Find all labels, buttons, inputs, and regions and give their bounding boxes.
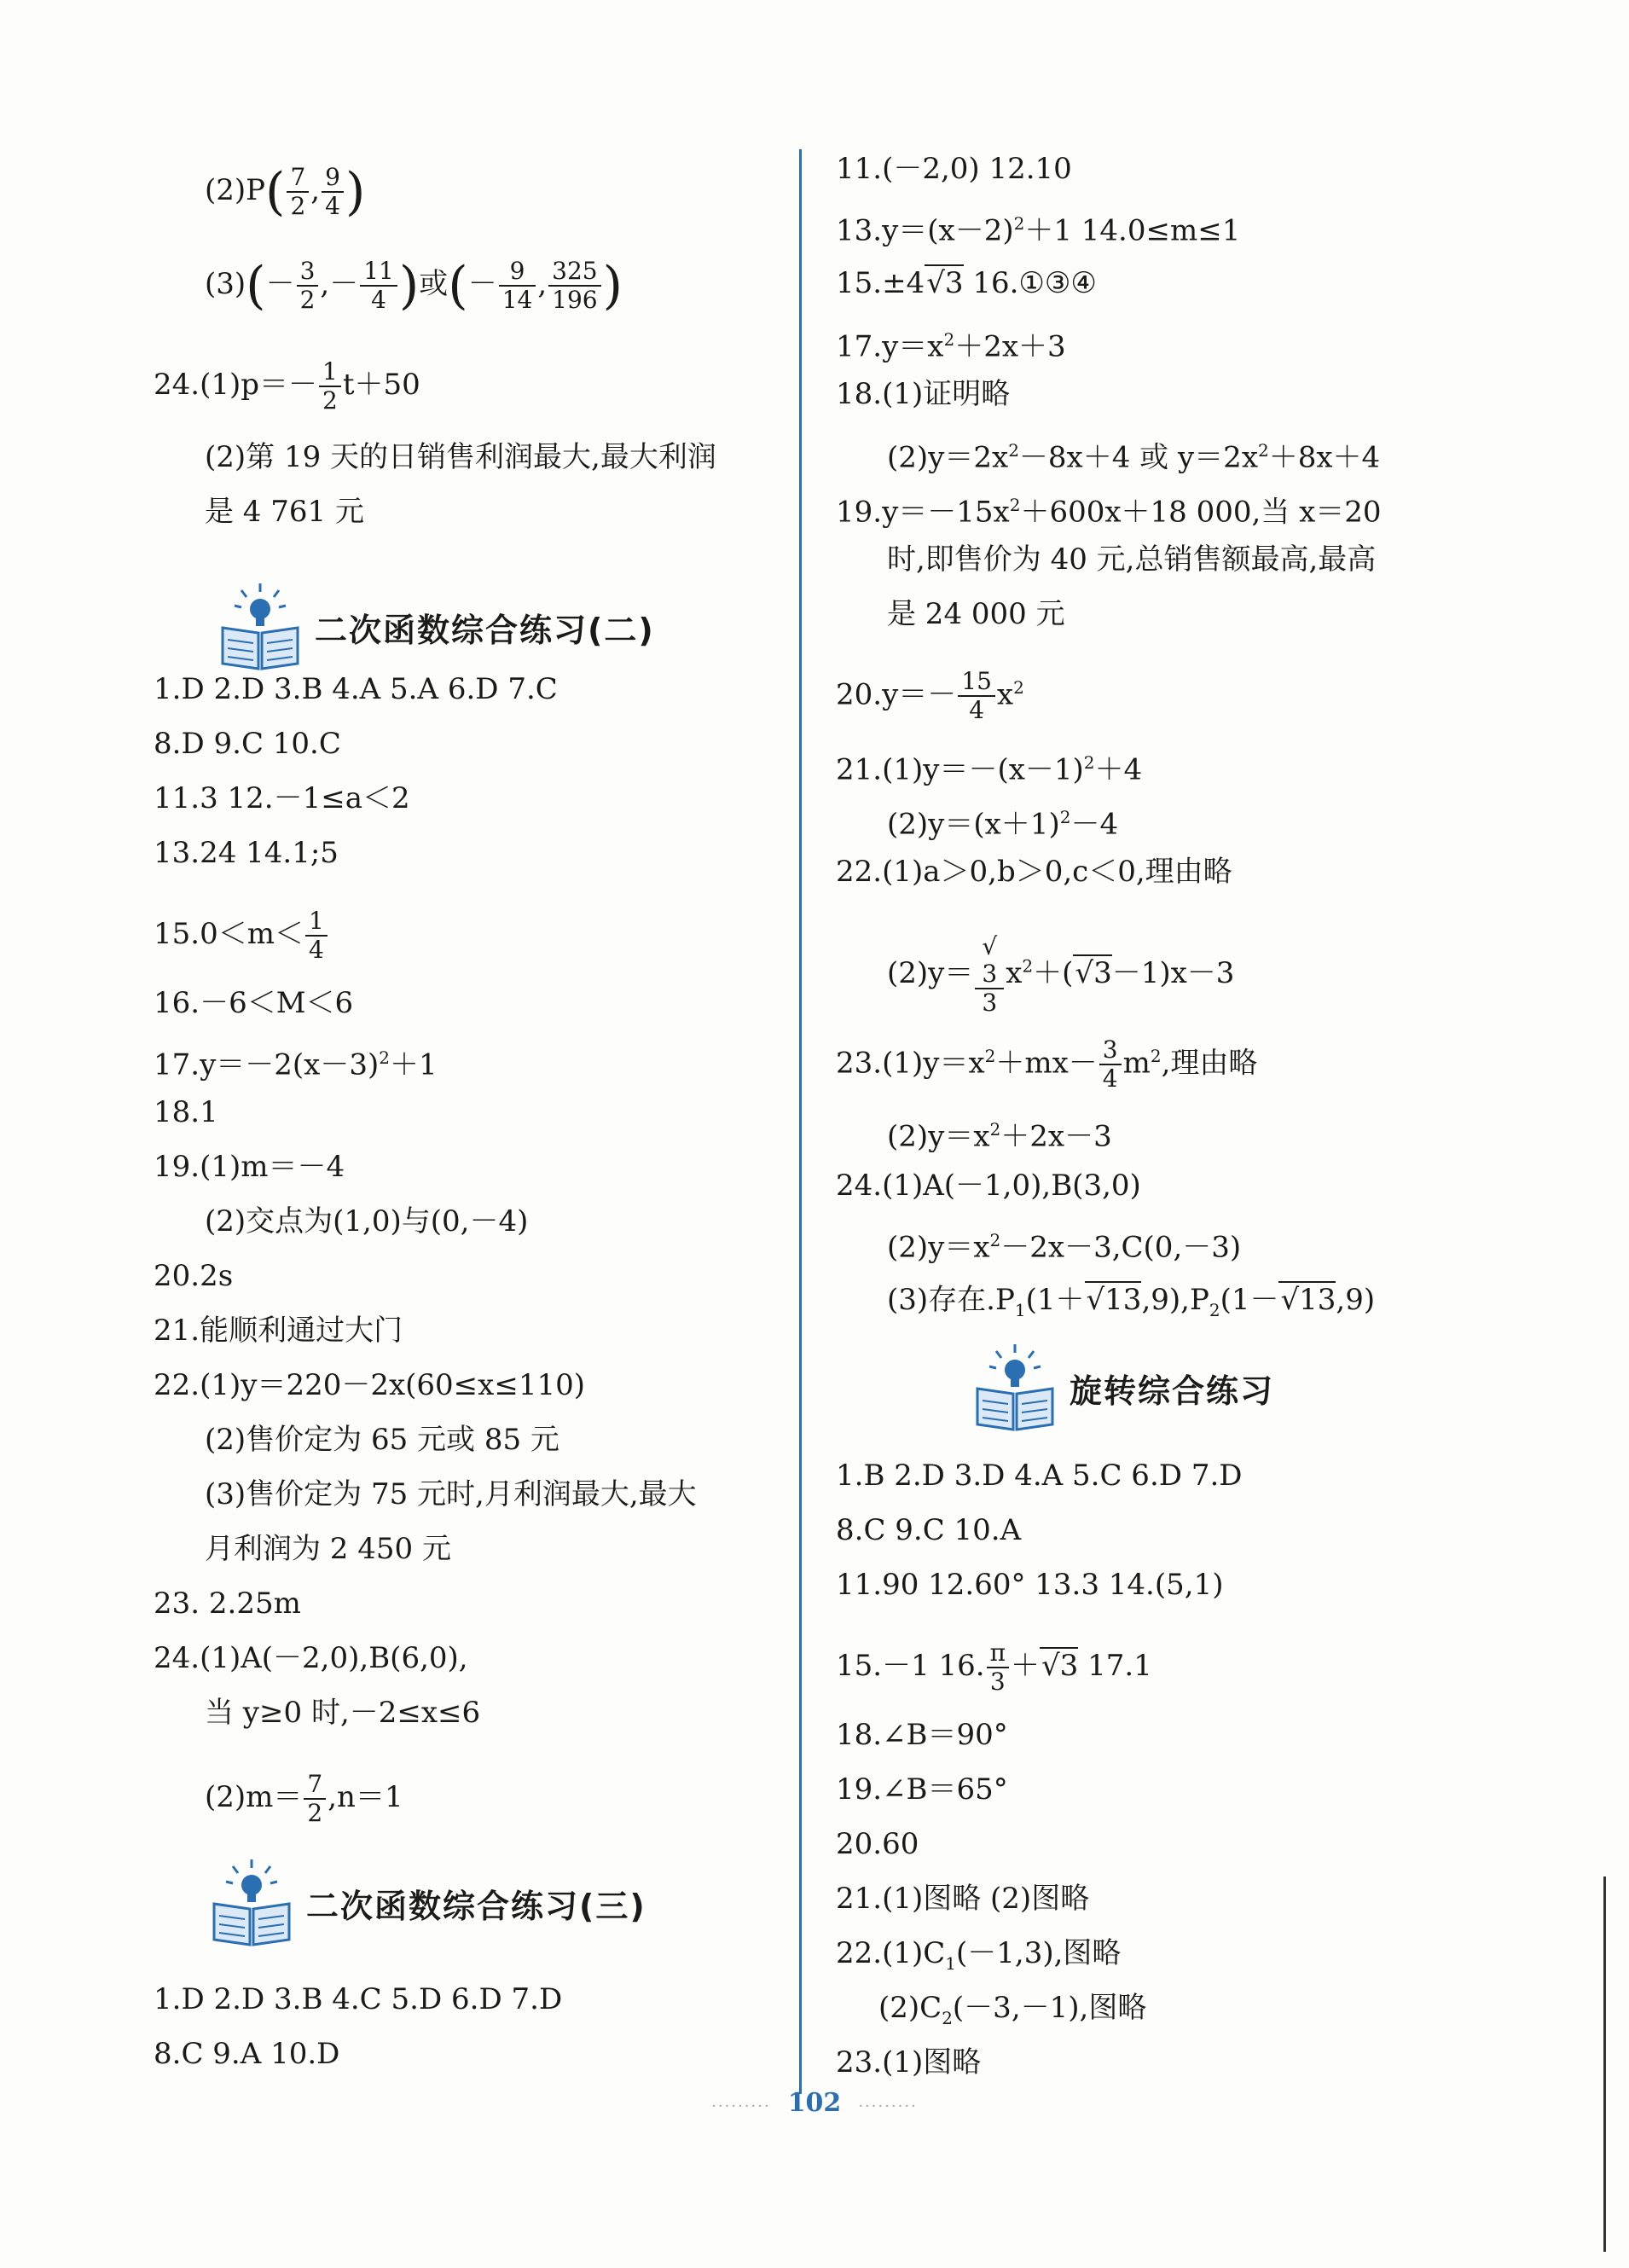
- answer-line: $23.(1)y=x^2+mx-$ $\frac{3}{4}$ $m^2$,理由略: [836, 1035, 1258, 1093]
- sqrt: √3: [1075, 956, 1112, 990]
- fraction: $\frac{\pi}{3}$: [987, 1639, 1009, 1696]
- answer-line: (2)第 19 天的日销售利润最大,最大利润: [205, 440, 716, 474]
- answer-line: 13.24 14.1;5: [154, 836, 339, 870]
- fraction: $\frac{9}{14}$: [499, 258, 536, 314]
- answer-line: (2)m＝ $\frac{7}{2}$ ,n＝1: [205, 1770, 403, 1827]
- page-number: ········· 102 ·········: [711, 2088, 918, 2118]
- answer-line: 16.－6＜M＜6: [154, 986, 354, 1020]
- answer-line: 11.(－2,0) 12.10: [836, 152, 1072, 186]
- answer-line: (2)P( $\frac{7}{2}$ , $\frac{9}{4}$ ): [205, 162, 366, 222]
- answer-line: 19.(1)m＝－4: [154, 1150, 345, 1184]
- fraction: $\frac{7}{2}$: [287, 164, 309, 220]
- answer-line: 20.2s: [154, 1259, 234, 1293]
- answer-line: (2)交点为(1,0)与(0,－4): [205, 1204, 529, 1238]
- answer-line: 11.3 12.－1≤a＜2: [154, 781, 410, 815]
- section-title: 旋转综合练习: [1070, 1372, 1275, 1410]
- answer-line: 18.(1)证明略: [836, 377, 1011, 411]
- answer-line: 1.B 2.D 3.D 4.A 5.C 6.D 7.D: [836, 1459, 1243, 1493]
- answer-line: 23. 2.25m: [154, 1586, 301, 1621]
- book-lightbulb-icon: [209, 1856, 294, 1950]
- book-lightbulb-icon: [217, 580, 303, 674]
- section-heading: [972, 1341, 1274, 1435]
- fraction: $\frac{1}{2}$: [319, 358, 341, 415]
- answer-line: (2)y＝ √ 3 3 $x^2+(√3-1)x-3$: [887, 932, 1235, 1017]
- fraction: $\frac{3}{2}$: [297, 258, 319, 314]
- answer-line: $22.(1)C_1(-1,3)$,图略: [836, 1936, 1122, 1974]
- answer-line: 当 y≥0 时,－2≤x≤6: [205, 1696, 481, 1730]
- answer-line: (2)售价定为 65 元或 85 元: [205, 1423, 559, 1457]
- sqrt: √3: [926, 266, 964, 300]
- answer-line: $(2)y=(x+1)^2-4$: [887, 807, 1119, 842]
- fraction: √ 3 3: [975, 933, 1004, 1017]
- answer-line: 15.0＜m＜ $\frac{1}{4}$: [154, 908, 329, 964]
- answer-line: 是 24 000 元: [887, 597, 1065, 631]
- answer-line: 24.(1)A(－1,0),B(3,0): [836, 1169, 1141, 1203]
- answer-line: (3)存在$.P_1(1+√13,9),P_2(1-√13,9)$: [887, 1283, 1376, 1320]
- answer-line: $21.(1)y=-(x-1)^2+4$: [836, 752, 1143, 787]
- answer-line: $(2)y=x^2+2x-3$: [887, 1119, 1112, 1154]
- section-title: 二次函数综合练习(二): [315, 611, 655, 649]
- answer-line: $(2)y=x^2-2x-3,C(0,-3)$: [887, 1230, 1242, 1265]
- answer-line: 18.1: [154, 1095, 218, 1129]
- answer-line: 15.±4√3 16.①③④: [836, 266, 1097, 300]
- answer-line: $17.y=-2(x-3)^2+1$: [154, 1047, 438, 1082]
- fraction: $\frac{1}{4}$: [305, 908, 328, 964]
- sqrt: √13: [1280, 1283, 1336, 1317]
- answer-line: 21.能顺利通过大门: [154, 1314, 403, 1348]
- answer-line: 15.－1 16. $\frac{\pi}{3}$ ＋√3 17.1: [836, 1639, 1152, 1696]
- answer-line: 20.60: [836, 1827, 919, 1861]
- answer-line: 8.D 9.C 10.C: [154, 727, 341, 761]
- answer-line: 24.(1)p＝－ $\frac{1}{2}$ t＋50: [154, 357, 420, 415]
- answer-line: 月利润为 2 450 元: [205, 1532, 451, 1566]
- answer-line: $(2)C_2(-3,-1)$,图略: [878, 1991, 1147, 2028]
- answer-line: (3)售价定为 75 元时,月利润最大,最大: [205, 1477, 697, 1511]
- book-lightbulb-icon: [972, 1341, 1058, 1435]
- fraction: $\frac{11}{4}$: [360, 258, 397, 314]
- answer-line: 24.(1)A(－2,0),B(6,0),: [154, 1641, 468, 1675]
- section-heading: [209, 1856, 646, 1950]
- column-divider: [799, 149, 802, 2094]
- answer-line: $17.y=x^2+2x+3$: [836, 329, 1066, 364]
- answer-line: $19.y=-15x^2+600x+18$ 000,当 x＝20: [836, 495, 1382, 530]
- fraction: $\frac{15}{4}$: [958, 668, 995, 724]
- fraction: $\frac{3}{4}$: [1099, 1036, 1122, 1093]
- answer-line: 22.(1)a＞0,b＞0,c＜0,理由略: [836, 855, 1232, 889]
- answer-line: (3)(－ $\frac{3}{2}$ ,－ $\frac{11}{4}$ )或(－ $\frac{9}{14}$ , $\frac{325}{196}$ ): [205, 256, 623, 316]
- section-heading: [217, 580, 655, 674]
- answer-line: $(2)y=2x^2-8x+4$ 或 $y=2x^2+8x+4$: [887, 440, 1381, 475]
- fraction: $\frac{7}{2}$: [304, 1771, 326, 1827]
- answer-line: 是 4 761 元: [205, 495, 364, 529]
- answer-line: 19.∠B＝65°: [836, 1772, 1008, 1807]
- answer-line: 8.C 9.A 10.D: [154, 2037, 340, 2071]
- answer-line: $13.y=(x-2)^2+1$ 14.0≤m≤1: [836, 213, 1241, 248]
- answer-line: 20.y＝－ $\frac{15}{4}$ $x^2$: [836, 667, 1024, 725]
- answer-line: 22.(1)y＝220－2x(60≤x≤110): [154, 1368, 585, 1402]
- answer-line: 18.∠B＝90°: [836, 1718, 1008, 1752]
- answer-line: 11.90 12.60° 13.3 14.(5,1): [836, 1568, 1224, 1602]
- page-edge-line: [1603, 1876, 1606, 2252]
- answer-line: 1.D 2.D 3.B 4.A 5.A 6.D 7.C: [154, 672, 558, 706]
- sqrt: √13: [1086, 1283, 1142, 1317]
- section-title: 二次函数综合练习(三): [306, 1887, 646, 1925]
- answer-line: 23.(1)图略: [836, 2045, 982, 2079]
- answer-line: 时,即售价为 40 元,总销售额最高,最高: [887, 542, 1377, 577]
- answer-line: 1.D 2.D 3.B 4.C 5.D 6.D 7.D: [154, 1982, 563, 2016]
- fraction: $\frac{9}{4}$: [322, 164, 344, 220]
- sqrt: √3: [1041, 1649, 1079, 1683]
- answer-line: 21.(1)图略 (2)图略: [836, 1882, 1090, 1916]
- answer-line: 8.C 9.C 10.A: [836, 1513, 1022, 1547]
- fraction: $\frac{325}{196}$: [548, 258, 600, 314]
